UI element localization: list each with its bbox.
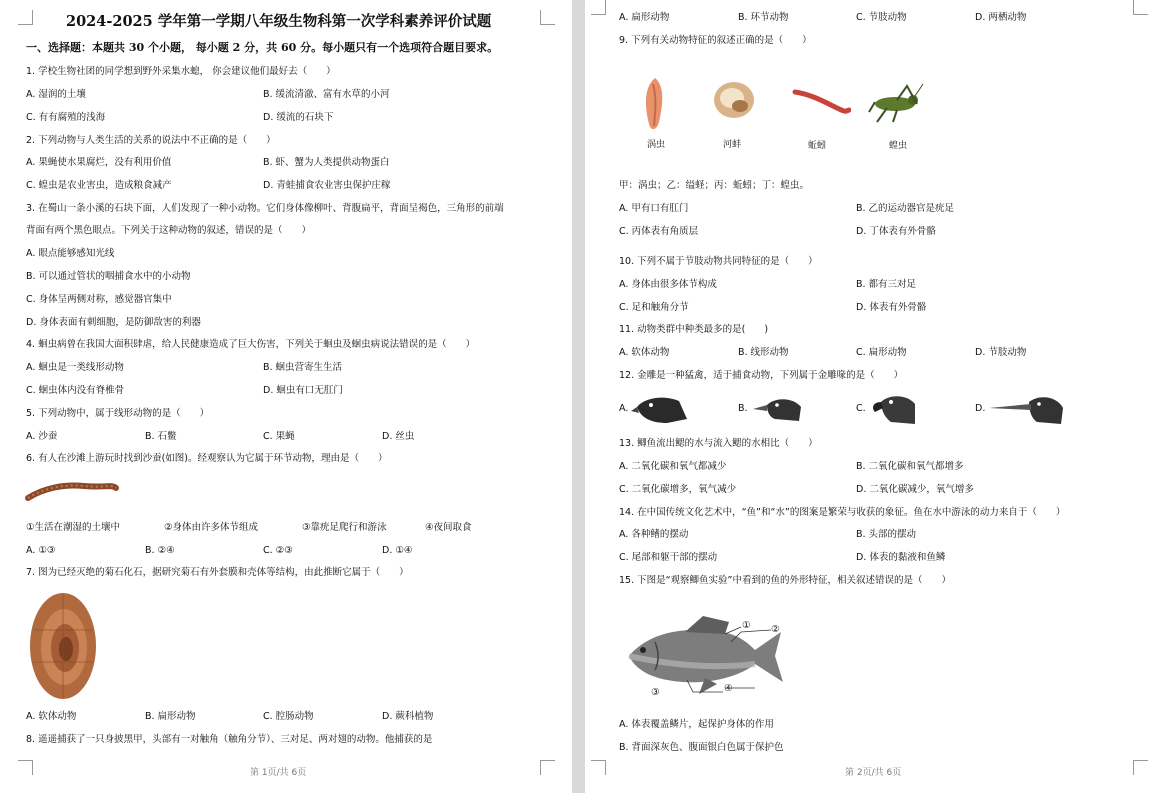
question-4-stem: 4. 蛔虫病曾在我国大面积肆虐，给人民健康造成了巨大伤害，下列关于蛔虫及蛔虫病说法错误的是（ ） — [26, 339, 476, 350]
corner-mark — [1133, 760, 1148, 775]
page-2 — [585, 0, 1162, 793]
q14-option-b: B. 头部的摆动 — [856, 529, 917, 540]
q6-statement-2: ②身体由许多体节组成 — [164, 522, 259, 533]
question-10-stem: 10. 下列不属于节肢动物共同特征的是（ ） — [619, 256, 818, 267]
q10-option-d: D. 体表有外骨骼 — [856, 302, 927, 313]
q8-option-a: A. 扁形动物 — [619, 12, 670, 23]
mussel-image — [710, 74, 758, 124]
corner-mark — [1133, 0, 1148, 15]
q14-option-a: A. 各种鳍的摆动 — [619, 529, 689, 540]
q15-option-b: B. 背面深灰色、腹面银白色属于保护色 — [619, 742, 784, 753]
question-14-stem: 14. 在中国传统文化艺术中，“鱼”和“水”的图案是繁荣与收获的象征。鱼在水中游泳的动力来自于（ ） — [619, 507, 1066, 518]
q8-option-d: D. 两栖动物 — [975, 12, 1027, 23]
q7-option-b: B. 扁形动物 — [145, 711, 196, 722]
bird-head-d-icon — [989, 394, 1065, 426]
corner-mark — [18, 760, 33, 775]
q15-leader-lines — [685, 620, 785, 700]
q1-option-a: A. 湿润的土壤 — [26, 89, 86, 100]
page-footer: 第 1页/共 6页 — [250, 768, 307, 778]
q1-option-b: B. 缓流清澈、富有水草的小河 — [263, 89, 390, 100]
q3-option-a: A. 眼点能够感知光线 — [26, 248, 115, 259]
page-footer: 第 2页/共 6页 — [845, 768, 902, 778]
question-15-stem: 15. 下图是“观察鲫鱼实验”中看到的鱼的外形特征，相关叙述错误的是（ ） — [619, 575, 951, 586]
q9-option-a: A. 甲有口有肛门 — [619, 203, 689, 214]
corner-mark — [540, 760, 555, 775]
q9-caption-1: 涡虫 — [647, 140, 666, 150]
q9-caption-2: 河蚌 — [723, 140, 742, 150]
page-1 — [0, 0, 572, 793]
q2-option-c: C. 蝗虫是农业害虫，造成粮食减产 — [26, 180, 172, 191]
q13-option-b: B. 二氧化碳和氧气都增多 — [856, 461, 964, 472]
question-3-stem-line1: 3. 在蜀山一条小溪的石块下面，人们发现了一种小动物。它们身体像柳叶、背腹扁平，背面呈褐色，三角形的前端 — [26, 203, 504, 214]
ammonite-fossil-image — [28, 590, 98, 702]
q10-option-a: A. 身体由很多体节构成 — [619, 279, 717, 290]
q11-option-c: C. 扁形动物 — [856, 347, 907, 358]
q13-option-d: D. 二氧化碳减少，氧气增多 — [856, 484, 974, 495]
q2-option-a: A. 果蝇使水果腐烂，没有利用价值 — [26, 157, 172, 168]
q3-option-b: B. 可以通过管状的咽捕食水中的小动物 — [26, 271, 191, 282]
q10-option-b: B. 都有三对足 — [856, 279, 917, 290]
bird-head-c-icon — [869, 392, 919, 426]
q3-option-c: C. 身体呈两侧对称，感觉器官集中 — [26, 294, 172, 305]
q15-label-2: ② — [771, 624, 780, 635]
q6-option-a: A. ①③ — [26, 545, 56, 556]
q1-option-c: C. 有有腐殖的浅海 — [26, 112, 106, 123]
q5-option-a: A. 沙蚕 — [26, 431, 58, 442]
q7-option-d: D. 蕨科植物 — [382, 711, 434, 722]
corner-mark — [591, 0, 606, 15]
sandworm-image — [24, 476, 120, 506]
question-8-stem: 8. 遥遥捕获了一只身披黑甲，头部有一对触角（触角分节）、三对足、两对翅的动物。他捕获的是 — [26, 734, 433, 745]
q15-label-1: ① — [742, 620, 751, 631]
q5-option-d: D. 丝虫 — [382, 431, 415, 442]
q10-option-c: C. 足和触角分节 — [619, 302, 689, 313]
question-6-stem: 6. 有人在沙滩上游玩时找到沙蚕(如图)。经观察认为它属于环节动物，理由是（ ） — [26, 453, 388, 464]
q14-option-d: D. 体表的黏液和鱼鳞 — [856, 552, 946, 563]
bird-head-a-icon — [631, 393, 689, 425]
q6-statement-1: ①生活在潮湿的土壤中 — [26, 522, 121, 533]
q4-option-a: A. 蛔虫是一类线形动物 — [26, 362, 124, 373]
q13-option-a: A. 二氧化碳和氧气都减少 — [619, 461, 727, 472]
q5-option-b: B. 石鳖 — [145, 431, 177, 442]
corner-mark — [18, 10, 33, 25]
locust-image — [867, 82, 925, 124]
question-3-stem-line2: 背面有两个黑色眼点。下列关于这种动物的叙述，错误的是（ ） — [26, 225, 312, 236]
question-5-stem: 5. 下列动物中，属于线形动物的是（ ） — [26, 408, 210, 419]
planarian-image — [637, 74, 673, 136]
q9-caption-4: 蝗虫 — [889, 141, 908, 151]
q12-option-a: A. — [619, 403, 629, 414]
q8-option-b: B. 环节动物 — [738, 12, 789, 23]
bird-head-b-icon — [753, 395, 805, 423]
q7-option-a: A. 软体动物 — [26, 711, 77, 722]
q11-option-d: D. 节肢动物 — [975, 347, 1027, 358]
q15-label-3: ③ — [651, 687, 660, 698]
question-2-stem: 2. 下列动物与人类生活的关系的说法中不正确的是（ ） — [26, 135, 276, 146]
earthworm-image — [791, 84, 851, 116]
q15-label-4: ④ — [724, 683, 733, 694]
q4-option-b: B. 蛔虫营寄生生活 — [263, 362, 343, 373]
q6-option-c: C. ②③ — [263, 545, 293, 556]
q9-option-b: B. 乙的运动器官是疣足 — [856, 203, 955, 214]
q4-option-c: C. 蛔虫体内没有脊椎骨 — [26, 385, 125, 396]
q2-option-b: B. 虾、蟹为人类提供动物蛋白 — [263, 157, 390, 168]
section-heading: 一、选择题：本题共 30 个小题， 每小题 2 分，共 60 分。每小题只有一个选项符合题目要求。 — [26, 41, 499, 54]
q12-option-d: D. — [975, 403, 986, 414]
q7-option-c: C. 腔肠动物 — [263, 711, 314, 722]
question-1-stem: 1. 学校生物社团的同学想到野外采集水螅， 你会建议他们最好去（ ） — [26, 66, 336, 77]
q9-option-c: C. 丙体表有角质层 — [619, 226, 699, 237]
question-12-stem: 12. 金雕是一种猛禽，适于捕食动物，下列属于金雕喙的是（ ） — [619, 370, 904, 381]
q1-option-d: D. 缓流的石块下 — [263, 112, 334, 123]
q8-option-c: C. 节肢动物 — [856, 12, 907, 23]
question-13-stem: 13. 鲫鱼流出鳃的水与流入鳃的水相比（ ） — [619, 438, 818, 449]
q15-option-a: A. 体表覆盖鳞片，起保护身体的作用 — [619, 719, 774, 730]
q12-option-b: B. — [738, 403, 748, 414]
q9-caption-3: 蚯蚓 — [808, 141, 827, 151]
corner-mark — [591, 760, 606, 775]
q14-option-c: C. 尾部和躯干部的摆动 — [619, 552, 718, 563]
question-7-stem: 7. 图为已经灭绝的菊石化石，据研究菊石有外套膜和壳体等结构，由此推断它属于（ ） — [26, 567, 409, 578]
q6-option-d: D. ①④ — [382, 545, 413, 556]
q5-option-c: C. 果蝇 — [263, 431, 295, 442]
q6-statement-3: ③靠疣足爬行和游泳 — [302, 522, 387, 533]
q12-option-c: C. — [856, 403, 866, 414]
q13-option-c: C. 二氧化碳增多，氧气减少 — [619, 484, 737, 495]
q11-option-a: A. 软体动物 — [619, 347, 670, 358]
q9-option-d: D. 丁体表有外骨骼 — [856, 226, 936, 237]
q11-option-b: B. 线形动物 — [738, 347, 789, 358]
q6-option-b: B. ②④ — [145, 545, 175, 556]
q9-legend: 甲：涡虫；乙：缢蛏；丙：蚯蚓；丁：蝗虫。 — [619, 180, 810, 191]
corner-mark — [540, 10, 555, 25]
question-9-stem: 9. 下列有关动物特征的叙述正确的是（ ） — [619, 35, 812, 46]
q3-option-d: D. 身体表面有刺细胞，是防御敌害的利器 — [26, 317, 201, 328]
q4-option-d: D. 蛔虫有口无肛门 — [263, 385, 343, 396]
exam-title: 2024-2025 学年第一学期八年级生物科第一次学科素养评价试题 — [66, 13, 492, 30]
q6-statement-4: ④夜间取食 — [425, 522, 472, 533]
question-11-stem: 11. 动物类群中种类最多的是( ) — [619, 324, 769, 335]
q2-option-d: D. 青蛙捕食农业害虫保护庄稼 — [263, 180, 391, 191]
